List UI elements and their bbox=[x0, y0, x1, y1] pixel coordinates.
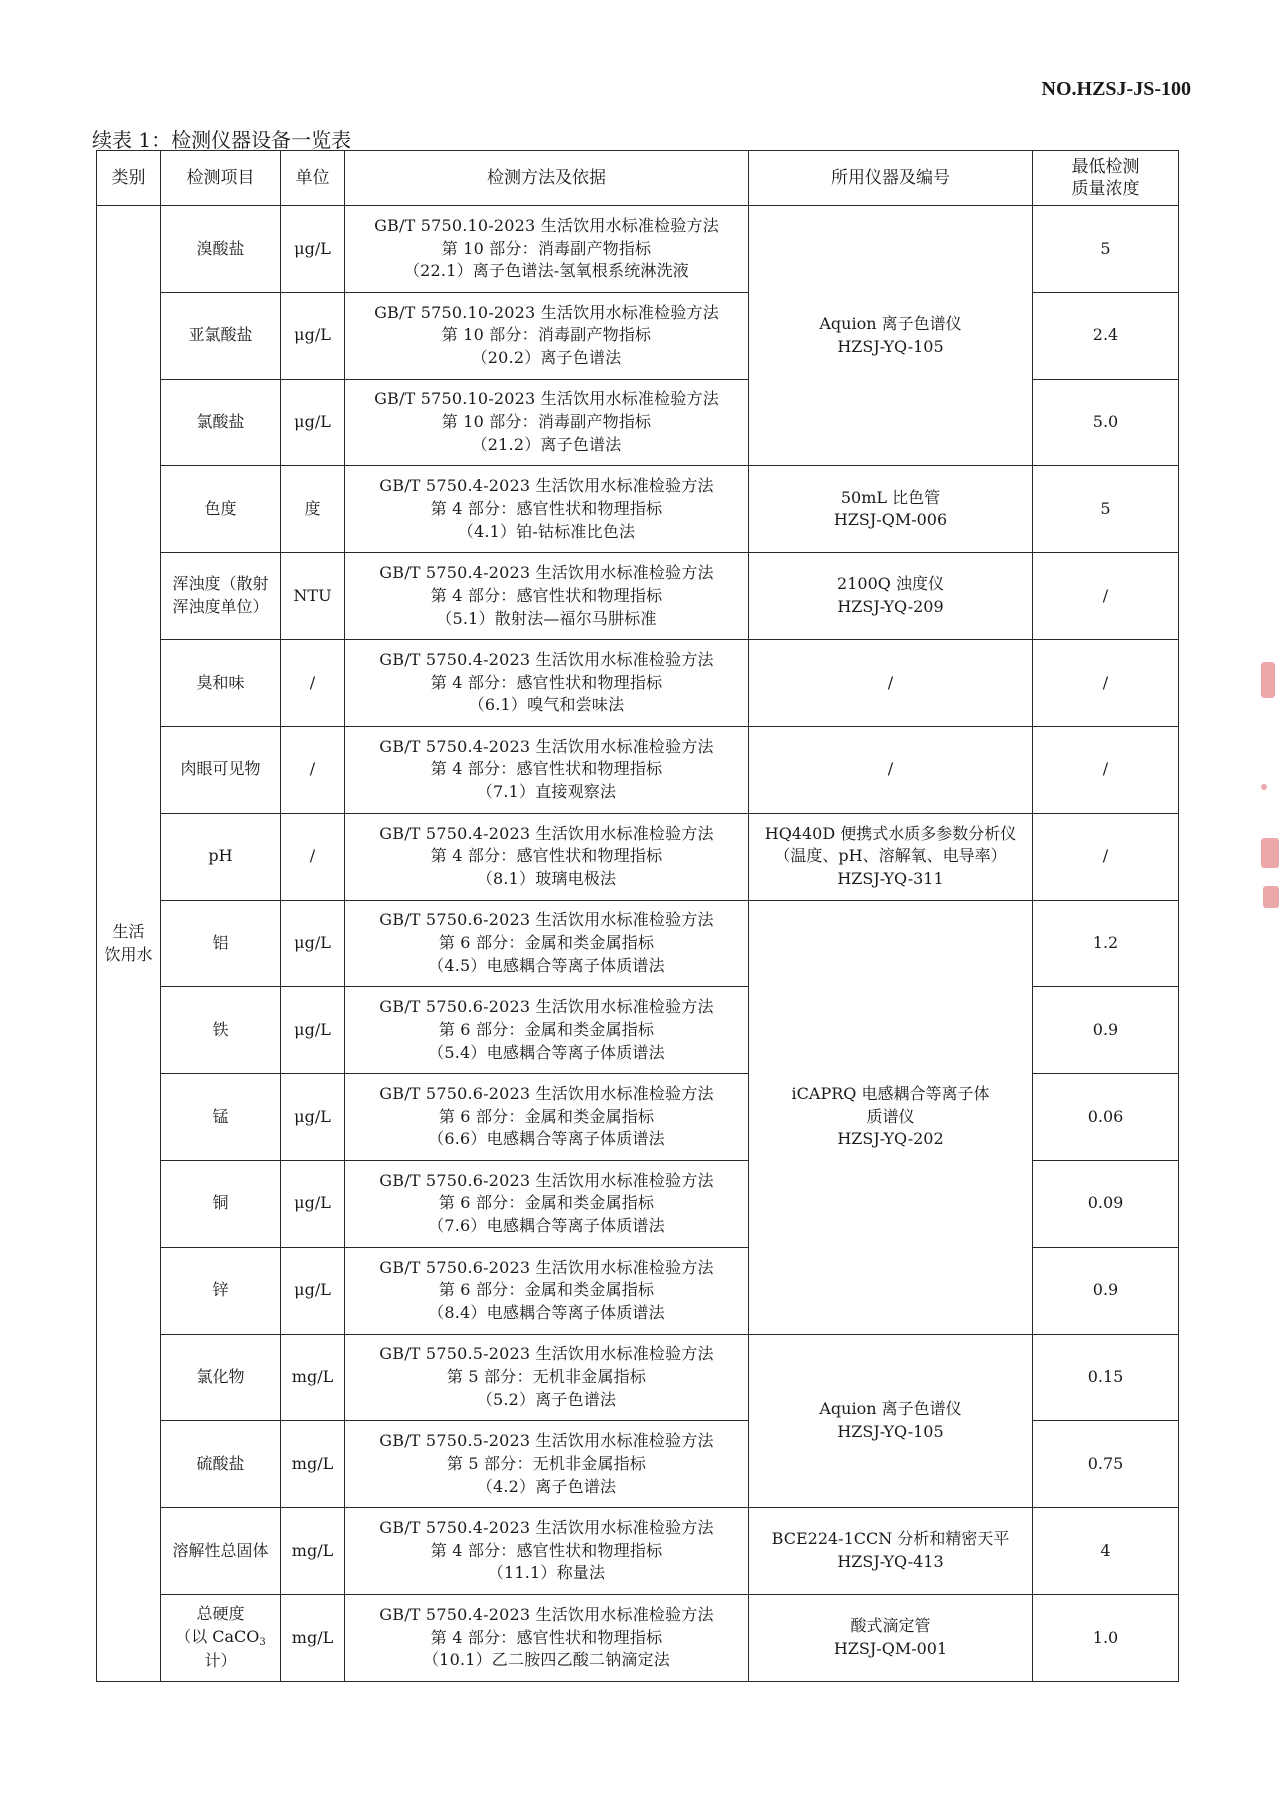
method-line: （20.2）离子色谱法 bbox=[471, 348, 622, 368]
document-number: NO.HZSJ-JS-100 bbox=[1041, 78, 1191, 100]
item-cell: 铜 bbox=[161, 1160, 281, 1247]
method-cell bbox=[345, 1421, 749, 1508]
method-line: （6.1）嗅气和尝味法 bbox=[468, 695, 625, 715]
method-line: GB/T 5750.6-2023 生活饮用水标准检验方法 bbox=[379, 1083, 714, 1103]
method-line: GB/T 5750.6-2023 生活饮用水标准检验方法 bbox=[379, 1170, 714, 1190]
table-row bbox=[97, 553, 1179, 640]
mdl-cell: 0.9 bbox=[1033, 1247, 1179, 1334]
method-line: GB/T 5750.6-2023 生活饮用水标准检验方法 bbox=[379, 997, 714, 1017]
instrument-cell bbox=[749, 1595, 1033, 1682]
method-line: （11.1）称量法 bbox=[487, 1563, 606, 1583]
mdl-cell: 5 bbox=[1033, 206, 1179, 293]
method-line: 第 6 部分：金属和类金属指标 bbox=[438, 1193, 655, 1213]
instrument-line: Aquion 离子色谱仪 bbox=[819, 314, 962, 333]
method-line: （4.1）铂-钴标准比色法 bbox=[457, 521, 636, 541]
category-cell bbox=[97, 206, 161, 1682]
unit-cell: μg/L bbox=[281, 292, 345, 379]
method-cell bbox=[345, 1074, 749, 1161]
method-line: GB/T 5750.4-2023 生活饮用水标准检验方法 bbox=[379, 736, 714, 756]
method-line: 第 10 部分：消毒副产物指标 bbox=[441, 238, 652, 258]
method-cell bbox=[345, 553, 749, 640]
method-line: 第 4 部分：感官性状和物理指标 bbox=[430, 759, 663, 779]
item-cell: 亚氯酸盐 bbox=[161, 292, 281, 379]
table-row bbox=[97, 1508, 1179, 1595]
mdl-cell: 0.75 bbox=[1033, 1421, 1179, 1508]
method-line: GB/T 5750.4-2023 生活饮用水标准检验方法 bbox=[379, 563, 714, 583]
method-cell bbox=[345, 726, 749, 813]
unit-cell: μg/L bbox=[281, 900, 345, 987]
instrument-line: BCE224-1CCN 分析和精密天平 bbox=[771, 1529, 1010, 1549]
method-cell bbox=[345, 1160, 749, 1247]
item-cell: 臭和味 bbox=[161, 640, 281, 727]
unit-cell: NTU bbox=[281, 553, 345, 640]
method-line: GB/T 5750.6-2023 生活饮用水标准检验方法 bbox=[379, 1257, 714, 1277]
method-line: GB/T 5750.10-2023 生活饮用水标准检验方法 bbox=[374, 302, 719, 322]
method-line: 第 4 部分：感官性状和物理指标 bbox=[430, 846, 663, 866]
item-cell: 色度 bbox=[161, 466, 281, 553]
unit-cell: μg/L bbox=[281, 379, 345, 466]
unit-cell: / bbox=[281, 813, 345, 900]
item-cell bbox=[161, 553, 281, 640]
method-line: 第 4 部分：感官性状和物理指标 bbox=[430, 585, 663, 605]
item-cell: 锰 bbox=[161, 1074, 281, 1161]
instrument-line: HZSJ-YQ-413 bbox=[837, 1552, 944, 1572]
instrument-line: HZSJ-YQ-105 bbox=[837, 336, 944, 356]
instrument-line: （温度、pH、溶解氧、电导率） bbox=[774, 846, 1007, 866]
category-line1: 生活 bbox=[112, 921, 145, 941]
instrument-line: HZSJ-QM-006 bbox=[833, 510, 948, 530]
method-line: （8.4）电感耦合等离子体质谱法 bbox=[428, 1303, 665, 1323]
item-cell: 溴酸盐 bbox=[161, 206, 281, 293]
unit-cell: μg/L bbox=[281, 1074, 345, 1161]
method-line: GB/T 5750.4-2023 生活饮用水标准检验方法 bbox=[379, 476, 714, 496]
method-line: 第 4 部分：感官性状和物理指标 bbox=[430, 672, 663, 692]
item-line bbox=[163, 1626, 278, 1673]
unit-cell: / bbox=[281, 640, 345, 727]
mdl-cell: 0.09 bbox=[1033, 1160, 1179, 1247]
method-line: 第 10 部分：消毒副产物指标 bbox=[441, 325, 652, 345]
item-cell: 肉眼可见物 bbox=[161, 726, 281, 813]
method-line: （5.2）离子色谱法 bbox=[476, 1389, 617, 1409]
method-line: （7.6）电感耦合等离子体质谱法 bbox=[428, 1216, 665, 1236]
item-cell: 铝 bbox=[161, 900, 281, 987]
formula-subscript: 3 bbox=[259, 1636, 266, 1648]
unit-cell: μg/L bbox=[281, 1247, 345, 1334]
method-line: （4.5）电感耦合等离子体质谱法 bbox=[428, 955, 665, 975]
unit-cell: / bbox=[281, 726, 345, 813]
unit-cell: μg/L bbox=[281, 1160, 345, 1247]
method-line: GB/T 5750.4-2023 生活饮用水标准检验方法 bbox=[379, 823, 714, 843]
unit-cell: μg/L bbox=[281, 206, 345, 293]
instrument-cell bbox=[749, 1334, 1033, 1508]
table-row bbox=[97, 640, 1179, 727]
item-cell: 氯酸盐 bbox=[161, 379, 281, 466]
instrument-line: 质谱仪 bbox=[866, 1106, 915, 1126]
mdl-cell: 0.9 bbox=[1033, 987, 1179, 1074]
mdl-cell: / bbox=[1033, 640, 1179, 727]
method-line: 第 6 部分：金属和类金属指标 bbox=[438, 933, 655, 953]
item-line: 浑浊度（散射 bbox=[172, 574, 269, 594]
method-line: 第 6 部分：金属和类金属指标 bbox=[438, 1019, 655, 1039]
item-cell: 氯化物 bbox=[161, 1334, 281, 1421]
mdl-cell: 0.15 bbox=[1033, 1334, 1179, 1421]
method-line: （21.2）离子色谱法 bbox=[471, 434, 622, 454]
method-cell bbox=[345, 813, 749, 900]
unit-cell: 度 bbox=[281, 466, 345, 553]
mdl-cell: 2.4 bbox=[1033, 292, 1179, 379]
instrument-line: HZSJ-QM-001 bbox=[833, 1639, 948, 1658]
header-category: 类别 bbox=[97, 151, 161, 206]
instrument-line: HZSJ-YQ-311 bbox=[837, 868, 944, 888]
method-cell bbox=[345, 206, 749, 293]
method-line: （5.4）电感耦合等离子体质谱法 bbox=[428, 1042, 665, 1062]
method-line: 第 5 部分：无机非金属指标 bbox=[446, 1367, 647, 1387]
instrument-line: HZSJ-YQ-202 bbox=[837, 1129, 944, 1149]
method-cell bbox=[345, 1334, 749, 1421]
item-cell: 锌 bbox=[161, 1247, 281, 1334]
method-line: 第 4 部分：感官性状和物理指标 bbox=[430, 1540, 663, 1560]
method-line: （6.6）电感耦合等离子体质谱法 bbox=[428, 1129, 665, 1149]
instrument-cell bbox=[749, 206, 1033, 466]
item-cell: 溶解性总固体 bbox=[161, 1508, 281, 1595]
header-mdl-line2: 质量浓度 bbox=[1071, 179, 1140, 199]
table-row bbox=[97, 726, 1179, 813]
item-line: 总硬度 bbox=[196, 1604, 245, 1624]
method-line: GB/T 5750.4-2023 生活饮用水标准检验方法 bbox=[379, 1518, 714, 1538]
unit-cell: mg/L bbox=[281, 1421, 345, 1508]
method-line: GB/T 5750.10-2023 生活饮用水标准检验方法 bbox=[374, 389, 719, 409]
method-cell bbox=[345, 1247, 749, 1334]
method-cell bbox=[345, 466, 749, 553]
instrument-line: 50mL 比色管 bbox=[840, 487, 941, 507]
method-line: GB/T 5750.5-2023 生活饮用水标准检验方法 bbox=[379, 1344, 714, 1364]
method-line: 第 6 部分：金属和类金属指标 bbox=[438, 1280, 655, 1300]
mdl-cell: / bbox=[1033, 813, 1179, 900]
method-line: 第 4 部分：感官性状和物理指标 bbox=[430, 1627, 663, 1647]
instrument-cell: / bbox=[749, 726, 1033, 813]
mdl-cell: 5.0 bbox=[1033, 379, 1179, 466]
method-cell bbox=[345, 900, 749, 987]
unit-cell: mg/L bbox=[281, 1595, 345, 1682]
method-line: 第 6 部分：金属和类金属指标 bbox=[438, 1106, 655, 1126]
method-line: GB/T 5750.4-2023 生活饮用水标准检验方法 bbox=[379, 649, 714, 669]
item-cell: 铁 bbox=[161, 987, 281, 1074]
item-cell: pH bbox=[161, 813, 281, 900]
instrument-cell bbox=[749, 900, 1033, 1334]
table-row bbox=[97, 206, 1179, 293]
instrument-line: HQ440D 便携式水质多参数分析仪 bbox=[764, 823, 1017, 843]
method-cell bbox=[345, 1595, 749, 1682]
instrument-line: HZSJ-YQ-105 bbox=[837, 1421, 944, 1441]
header-mdl-line1: 最低检测 bbox=[1071, 156, 1140, 177]
header-unit: 单位 bbox=[281, 151, 345, 206]
mdl-cell: / bbox=[1033, 726, 1179, 813]
method-line: GB/T 5750.5-2023 生活饮用水标准检验方法 bbox=[379, 1431, 714, 1451]
method-line: （7.1）直接观察法 bbox=[476, 782, 617, 802]
instrument-line: 酸式滴定管 bbox=[850, 1616, 931, 1636]
item-line: 浑浊度单位） bbox=[172, 597, 269, 617]
instrument-line: HZSJ-YQ-209 bbox=[837, 597, 944, 617]
table-row bbox=[97, 900, 1179, 987]
unit-cell: mg/L bbox=[281, 1508, 345, 1595]
equipment-table bbox=[96, 150, 1179, 1682]
unit-cell: mg/L bbox=[281, 1334, 345, 1421]
header-instrument: 所用仪器及编号 bbox=[749, 151, 1033, 206]
mdl-cell: / bbox=[1033, 553, 1179, 640]
item-cell bbox=[161, 1595, 281, 1682]
method-line: 第 10 部分：消毒副产物指标 bbox=[441, 412, 652, 432]
table-row bbox=[97, 1595, 1179, 1682]
method-line: （10.1）乙二胺四乙酸二钠滴定法 bbox=[422, 1650, 671, 1670]
instrument-line: iCAPRQ 电感耦合等离子体 bbox=[791, 1083, 990, 1103]
method-line: GB/T 5750.6-2023 生活饮用水标准检验方法 bbox=[379, 910, 714, 930]
instrument-cell: / bbox=[749, 640, 1033, 727]
instrument-cell bbox=[749, 1508, 1033, 1595]
table-row bbox=[97, 466, 1179, 553]
table-caption: 续表 1：检测仪器设备一览表 bbox=[92, 128, 352, 152]
table-row bbox=[97, 1334, 1179, 1421]
method-line: 第 4 部分：感官性状和物理指标 bbox=[430, 498, 663, 518]
header-method: 检测方法及依据 bbox=[345, 151, 749, 206]
method-cell bbox=[345, 987, 749, 1074]
mdl-cell: 4 bbox=[1033, 1508, 1179, 1595]
method-line: GB/T 5750.4-2023 生活饮用水标准检验方法 bbox=[379, 1604, 714, 1624]
instrument-cell bbox=[749, 466, 1033, 553]
table-header-row bbox=[97, 151, 1179, 206]
formula-suffix: 计） bbox=[204, 1651, 237, 1671]
mdl-cell: 5 bbox=[1033, 466, 1179, 553]
header-mdl bbox=[1033, 151, 1179, 206]
header-item: 检测项目 bbox=[161, 151, 281, 206]
instrument-cell bbox=[749, 813, 1033, 900]
method-line: （5.1）散射法—福尔马肼标准 bbox=[436, 608, 657, 628]
method-line: （22.1）离子色谱法-氢氧根系统淋洗液 bbox=[403, 261, 690, 281]
category-line2: 饮用水 bbox=[104, 944, 153, 964]
instrument-line: 2100Q 浊度仪 bbox=[837, 574, 944, 594]
method-line: 第 5 部分：无机非金属指标 bbox=[446, 1453, 647, 1473]
formula-text: （以 CaCO bbox=[175, 1626, 260, 1646]
unit-cell: μg/L bbox=[281, 987, 345, 1074]
mdl-cell: 0.06 bbox=[1033, 1074, 1179, 1161]
instrument-cell bbox=[749, 553, 1033, 640]
mdl-cell: 1.2 bbox=[1033, 900, 1179, 987]
item-cell: 硫酸盐 bbox=[161, 1421, 281, 1508]
instrument-line: Aquion 离子色谱仪 bbox=[819, 1399, 962, 1419]
method-line: （4.2）离子色谱法 bbox=[476, 1476, 617, 1496]
mdl-cell: 1.0 bbox=[1033, 1595, 1179, 1682]
method-cell bbox=[345, 1508, 749, 1595]
method-line: （8.1）玻璃电极法 bbox=[476, 868, 617, 888]
method-cell bbox=[345, 640, 749, 727]
method-cell bbox=[345, 292, 749, 379]
method-cell bbox=[345, 379, 749, 466]
method-line: GB/T 5750.10-2023 生活饮用水标准检验方法 bbox=[374, 215, 719, 235]
table-row bbox=[97, 813, 1179, 900]
